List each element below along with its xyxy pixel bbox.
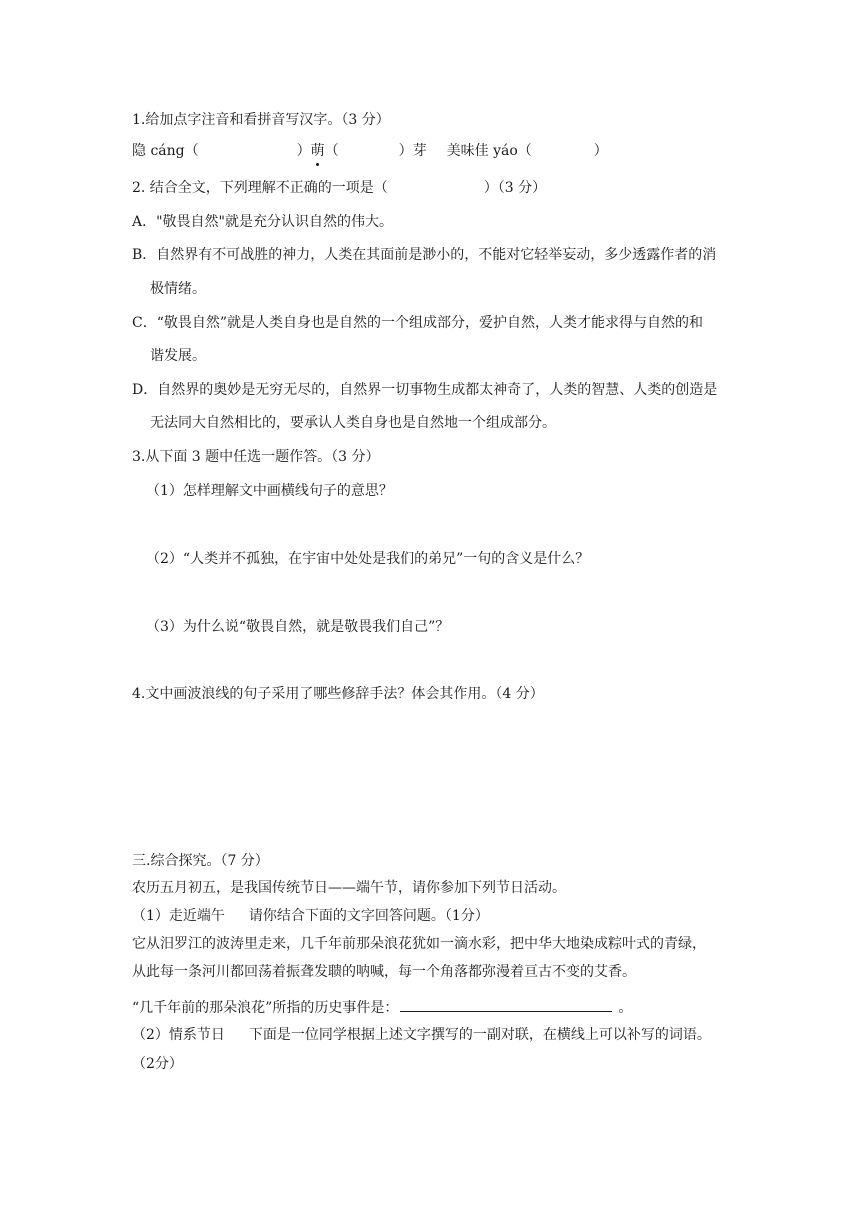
part1-text: 请你结合下面的文字回答问题。（1分） bbox=[248, 908, 489, 924]
q2-title-suffix: ）（3 分） bbox=[483, 180, 547, 196]
passage-line1: 它从汨罗江的波涛里走来，几千年前那朵浪花犹如一滴水彩，把中华大地染成粽叶式的青绿， bbox=[132, 936, 706, 952]
q3-sub2: （2）“人类并不孤独，在宇宙中处处是我们的弟兄”一句的含义是什么？ bbox=[146, 551, 590, 567]
q1-item2-dotted-char: 萌 bbox=[310, 143, 325, 159]
fill-line bbox=[132, 997, 632, 1018]
q2-option-d-line1: D．自然界的奥妙是无穷无尽的，自然界一切事物生成都太神奇了，人类的智慧、人类的创造是 bbox=[132, 382, 718, 398]
fill-prefix: “几千年前的那朵浪花”所指的历史事件是： bbox=[132, 1000, 399, 1016]
q3-title: 3.从下面 3 题中任选一题作答。（3 分） bbox=[132, 449, 380, 465]
q2-title-prefix: 2. 结合全文，下列理解不正确的一项是（ bbox=[132, 180, 388, 196]
section3-title: 三.综合探究。（7 分） bbox=[132, 853, 269, 869]
part2-text: 下面是一位同学根据上述文字撰写的一副对联，在横线上可以补写的词语。 bbox=[248, 1027, 711, 1043]
q3-sub3: （3）为什么说“敬畏自然，就是敬畏我们自己”？ bbox=[146, 619, 450, 635]
q1-item1-close: ） bbox=[296, 143, 311, 159]
q2-option-d-line2: 无法同大自然相比的，要承认人类自身也是自然地一个组成部分。 bbox=[150, 415, 556, 431]
q2-title bbox=[132, 178, 546, 198]
fill-suffix: 。 bbox=[618, 1000, 633, 1016]
history-event-answer-line[interactable] bbox=[400, 997, 612, 1012]
q3-sub1: （1）怎样理解文中画横线句子的意思？ bbox=[146, 483, 393, 499]
part1-label: （1）走近端午 bbox=[132, 908, 225, 924]
section3-intro: 农历五月初五，是我国传统节日——端午节，请你参加下列节日活动。 bbox=[132, 880, 566, 896]
q1-item2-open: （ bbox=[324, 143, 339, 159]
section3-part2 bbox=[132, 1025, 711, 1045]
q4-title: 4.文中画波浪线的句子采用了哪些修辞手法？体会其作用。（4 分） bbox=[132, 686, 544, 702]
q2-option-a: A．"敬畏自然"就是充分认识自然的伟大。 bbox=[132, 214, 393, 230]
q2-option-c-line1: C．“敬畏自然”就是人类自身也是自然的一个组成部分，爱护自然，人类才能求得与自然的和 bbox=[132, 315, 704, 331]
q1-title: 1.给加点字注音和看拼音写汉字。（3 分） bbox=[132, 112, 390, 128]
q1-item3-close: ） bbox=[593, 143, 608, 159]
part2-score: （2分） bbox=[132, 1056, 183, 1072]
q2-option-b-line2: 极情绪。 bbox=[150, 281, 206, 297]
q1-item1-prefix: 隐 cáng（ bbox=[132, 143, 199, 159]
passage-line2: 从此每一条河川都回荡着振聋发聩的呐喊，每一个角落都弥漫着亘古不变的艾香。 bbox=[132, 964, 636, 980]
q2-option-b-line1: B．自然界有不可战胜的神力，人类在其面前是渺小的，不能对它轻举妄动，多少透露作者的消 bbox=[132, 247, 717, 263]
section3-part1 bbox=[132, 906, 489, 926]
q1-item2-close: ）芽 bbox=[398, 143, 427, 159]
part2-label: （2）情系节日 bbox=[132, 1027, 225, 1043]
q1-item3-prefix: 美味佳 yáo（ bbox=[446, 143, 532, 159]
q2-option-c-line2: 谐发展。 bbox=[150, 348, 206, 364]
q1-items bbox=[132, 141, 608, 161]
